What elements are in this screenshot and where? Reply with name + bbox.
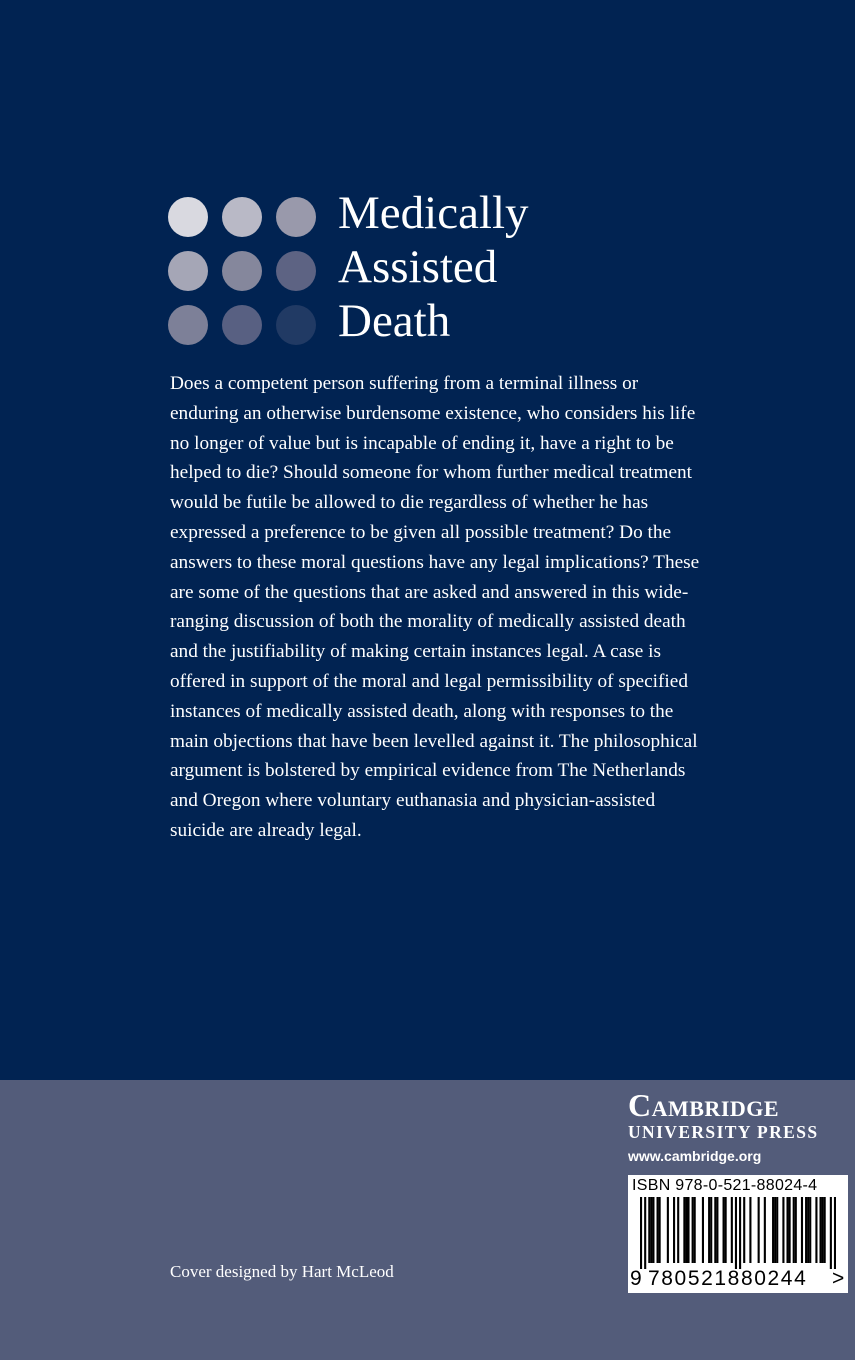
barcode-bar — [819, 1197, 821, 1263]
dot-circle — [168, 251, 208, 291]
publisher-url: www.cambridge.org — [628, 1148, 762, 1164]
barcode-bar — [650, 1197, 652, 1263]
barcode-icon — [640, 1197, 836, 1269]
barcode-bar — [789, 1197, 791, 1263]
dot-circle — [276, 197, 316, 237]
dot-grid-logo — [168, 197, 318, 347]
barcode-bar — [683, 1197, 685, 1263]
barcode-bar — [824, 1197, 826, 1263]
barcode-bar — [772, 1197, 774, 1263]
barcode-bar — [830, 1197, 832, 1269]
barcode-bar — [749, 1197, 751, 1263]
barcode-bar — [782, 1197, 784, 1263]
isbn-barcode — [628, 1175, 848, 1293]
cover-credit: Cover designed by Hart McLeod — [170, 1262, 394, 1281]
barcode-bar — [694, 1197, 696, 1263]
barcode-bar — [708, 1197, 710, 1263]
dot-circle — [276, 305, 316, 345]
barcode-bar — [834, 1197, 836, 1269]
barcode-bar — [648, 1197, 650, 1263]
publisher-name: Cambridge — [628, 1087, 780, 1123]
barcode-bar — [659, 1197, 661, 1263]
book-title — [338, 186, 529, 348]
dot-circle — [168, 197, 208, 237]
barcode-bar — [667, 1197, 669, 1263]
barcode-bar — [714, 1197, 716, 1263]
barcode-bar — [793, 1197, 795, 1263]
barcode-bar — [735, 1197, 737, 1269]
barcode-bar — [725, 1197, 727, 1263]
barcode-bar — [702, 1197, 704, 1263]
ean-quiet-mark: > — [832, 1267, 845, 1290]
barcode-bar — [687, 1197, 689, 1263]
barcode-bar — [677, 1197, 679, 1263]
barcode-bar — [673, 1197, 675, 1263]
barcode-bar — [716, 1197, 718, 1263]
barcode-bar — [774, 1197, 776, 1263]
ean-digits: 780521880244 — [648, 1267, 808, 1290]
dot-circle — [222, 197, 262, 237]
barcode-bar — [807, 1197, 809, 1263]
barcode-bar — [795, 1197, 797, 1263]
barcode-bar — [657, 1197, 659, 1263]
barcode-bar — [652, 1197, 654, 1263]
barcode-bar — [723, 1197, 725, 1263]
publisher-logo — [628, 1088, 853, 1167]
title-line: Assisted — [338, 241, 498, 293]
isbn-label: ISBN 978-0-521-88024-4 — [632, 1177, 818, 1194]
barcode-bar — [801, 1197, 803, 1263]
barcode-bar — [809, 1197, 811, 1263]
barcode-bar — [815, 1197, 817, 1263]
barcode-bar — [739, 1197, 741, 1269]
barcode-bar — [776, 1197, 778, 1263]
book-blurb: Does a competent person suffering from a terminal illness or enduring an otherwise burdensome existence, who considers his life no longer of value but is incapable of ending it, have a right to be helped to die? Should someone for whom further medical treatment would be futile be allowed to die regardless of whether he has expressed a preference to be given all possible treatment? Do the answers to these moral questions have any legal implications? These are some of the questions that are asked and answered in this wide-ranging discussion of both the morality of medically assisted death and the justifiability of making certain instances legal. A case is offered in support of the moral and legal permissibility of specified instances of medically assisted death, along with responses to the main objections that have been levelled against it. The philosophical argument is bolstered by empirical evidence from The Netherlands and Oregon where voluntary euthanasia and physician-assisted suicide are already legal. — [170, 373, 700, 841]
title-line: Death — [338, 295, 451, 347]
dot-circle — [222, 251, 262, 291]
barcode-bar — [640, 1197, 642, 1269]
barcode-bar — [731, 1197, 733, 1263]
barcode-bar — [786, 1197, 788, 1263]
barcode-bar — [805, 1197, 807, 1263]
barcode-bar — [743, 1197, 745, 1263]
barcode-bar — [758, 1197, 760, 1263]
barcode-bar — [710, 1197, 712, 1263]
title-line: Medically — [338, 187, 529, 239]
barcode-bar — [685, 1197, 687, 1263]
barcode-bar — [822, 1197, 824, 1263]
publisher-subtitle: UNIVERSITY PRESS — [628, 1122, 819, 1142]
dot-circle — [168, 305, 208, 345]
dot-circle — [222, 305, 262, 345]
dot-circle — [276, 251, 316, 291]
barcode-bar — [644, 1197, 646, 1269]
barcode-bar — [692, 1197, 694, 1263]
ean-first-digit: 9 — [630, 1267, 642, 1290]
barcode-bar — [764, 1197, 766, 1263]
